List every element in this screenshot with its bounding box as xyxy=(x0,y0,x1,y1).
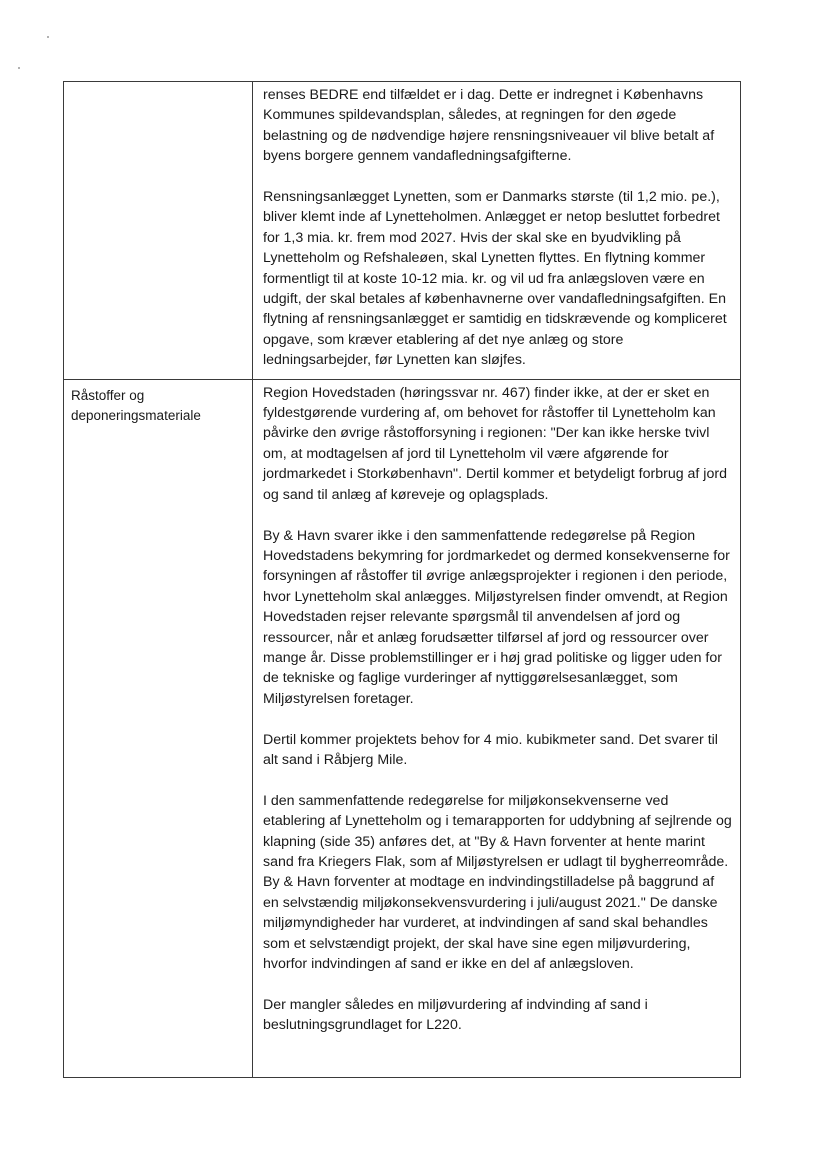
topic-cell xyxy=(64,379,253,1077)
topic-line: deponeringsmateriale xyxy=(71,407,201,423)
paragraph: renses BEDRE end tilfældet er i dag. Dette er indregnet i Københavns Kommunes spildevandsplan, således, at regningen for den øgede belastning og de nødvendige højere rensningsniveauer vil blive betalt af byens borgere gennem vandafledningsafgifterne. xyxy=(263,87,715,165)
paragraph: Rensningsanlægget Lynetten, som er Danmarks største (til 1,2 mio. pe.), bliver klemt inde af Lynetteholmen. Anlægget er netop besluttet forbedret for 1,3 mia. kr. frem mod 2027. Hvis der skal ske en byudvikling på Lynetteholm og Refshaleøen, skal Lynetten flyttes. En flytning kommer formentligt til at koste 10-12 mia. kr. og vil ud fra anlægsloven være en udgift, der skal betales af københavnerne over vandafledningsafgiften. En flytning af rensningsanlægget er samtidig en tidskrævende og kompliceret opgave, som kræver etablering af det nye anlæg og store ledningsarbejder, før Lynetten kan sløjfes. xyxy=(263,189,727,369)
scan-speck xyxy=(18,67,20,69)
text-cell xyxy=(253,82,741,380)
topic-line: Råstoffer og xyxy=(71,387,145,403)
table-row xyxy=(64,82,741,380)
paragraph: Der mangler således en miljøvurdering af indvinding af sand i beslutningsgrundlaget for L220. xyxy=(263,996,648,1034)
content-table xyxy=(63,81,741,1078)
table-row xyxy=(64,379,741,1077)
paragraph: By & Havn svarer ikke i den sammenfattende redegørelse på Region Hovedstadens bekymring for jordmarkedet og dermed konsekvenserne for forsyningen af råstoffer til øvrige anlægsprojekter i regionen i den periode, hvor Lynetteholm skal anlægges. Miljøstyrelsen finder omvendt, at Region Hovedstaden rejser relevante spørgsmål til anvendelsen af jord og ressourcer, når et anlæg forudsætter tilførsel af jord og ressourcer over mange år. Disse problemstillinger er i høj grad politiske og ligger uden for de tekniske og faglige vurderinger af nyttiggørelsesanlægget, som Miljøstyrelsen foretager. xyxy=(263,527,730,707)
scan-speck xyxy=(47,36,49,38)
paragraph: Region Hovedstaden (høringssvar nr. 467) finder ikke, at der er sket en fyldestgørende vurdering af, om behovet for råstoffer til Lynetteholm kan påvirke den øvrige råstofforsyning i regionen: "Der kan ikke herske tvivl om, at modtagelsen af jord til Lynetteholm vil være afgørende for jordmarkedet i Storkøbenhavn". Dertil kommer et betydeligt forbrug af jord og sand til anlæg af køreveje og oplagsplads. xyxy=(263,384,727,503)
topic-cell xyxy=(64,82,253,380)
paragraph: Dertil kommer projektets behov for 4 mio. kubikmeter sand. Det svarer til alt sand i Råbjerg Mile. xyxy=(263,731,718,768)
text-cell xyxy=(253,379,741,1077)
paragraph: I den sammenfattende redegørelse for miljøkonsekvenserne ved etablering af Lynetteholm og i temarapporten for uddybning af sejlrende og klapning (side 35) anføres det, at "By & Havn forventer at hente marint sand fra Kriegers Flak, som af Miljøstyrelsen er udlagt til bygherreområde. By & Havn forventer at modtage en indvindingstilladelse på baggrund af en selvstændig miljøkonsekvensvurdering i juli/august 2021." De danske miljømyndigheder har vurderet, at indvindingen af sand skal behandles som et selvstændigt projekt, der skal have sine egen miljøvurdering, hvorfor indvindingen af sand er ikke en del af anlægsloven. xyxy=(263,792,732,972)
